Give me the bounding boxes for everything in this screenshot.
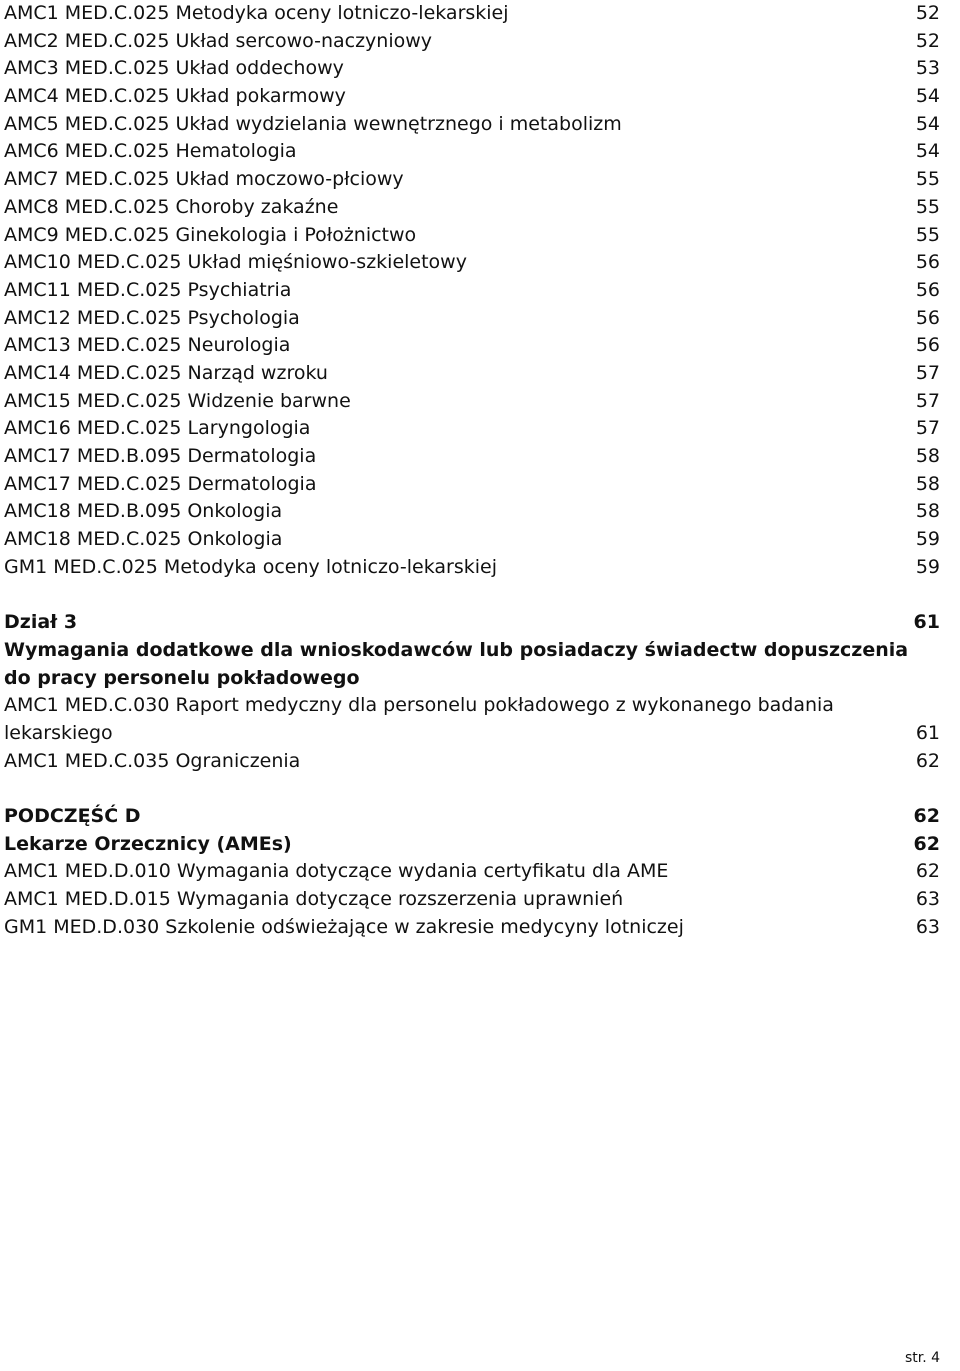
toc-entry-title: AMC5 MED.C.025 Układ wydzielania wewnętrznego i metabolizm — [4, 112, 622, 135]
toc-entry-page: 57 — [915, 389, 940, 412]
toc-entry-page: 56 — [915, 278, 940, 301]
toc-entry-page: 58 — [915, 472, 940, 495]
toc-entry[interactable] — [4, 222, 940, 250]
toc-entry-page: 54 — [915, 140, 940, 163]
toc-entry-title: AMC7 MED.C.025 Układ moczowo-płciowy — [4, 168, 404, 191]
toc-group-amc-med-d — [4, 858, 940, 941]
toc-entry-page: 62 — [913, 804, 940, 827]
toc-entry-title: AMC8 MED.C.025 Choroby zakaźne — [4, 195, 339, 218]
toc-entry[interactable] — [4, 83, 940, 111]
toc-entry[interactable] — [4, 498, 940, 526]
toc-entry[interactable] — [4, 166, 940, 194]
toc-entry[interactable] — [4, 914, 940, 942]
toc-entry-ograniczenia[interactable] — [4, 748, 940, 776]
toc-entry[interactable] — [4, 55, 940, 83]
toc-entry[interactable] — [4, 360, 940, 388]
toc-entry-dzial-3-subtitle-cont[interactable] — [4, 665, 940, 693]
toc-entry-page: 55 — [915, 195, 940, 218]
toc-entry[interactable] — [4, 28, 940, 56]
toc-entry-title: AMC6 MED.C.025 Hematologia — [4, 140, 297, 163]
toc-entry-page: 54 — [915, 112, 940, 135]
toc-entry-page: 59 — [915, 528, 940, 551]
spacer — [4, 775, 940, 803]
toc-entry-page: 58 — [915, 500, 940, 523]
toc-entry-title: AMC16 MED.C.025 Laryngologia — [4, 417, 311, 440]
toc-entry[interactable] — [4, 554, 940, 582]
toc-entry-title: AMC10 MED.C.025 Układ mięśniowo-szkieletowy — [4, 251, 467, 274]
toc-entry-page: 57 — [915, 417, 940, 440]
toc-entry-page: 63 — [915, 888, 940, 910]
toc-entry-page: 55 — [915, 223, 940, 246]
toc-entry-title: AMC2 MED.C.025 Układ sercowo-naczyniowy — [4, 29, 433, 52]
toc-entry-page: 59 — [915, 555, 940, 578]
toc-entry-raport[interactable] — [4, 692, 940, 720]
toc-entry-title: do pracy personelu pokładowego — [4, 666, 360, 689]
toc-entry-page: 55 — [915, 168, 940, 191]
toc-entry-title: Wymagania dodatkowe dla wnioskodawców lub posiadaczy świadectw dopuszczenia — [4, 638, 909, 661]
toc-entry-title: AMC12 MED.C.025 Psychologia — [4, 306, 300, 329]
toc-entry-raport-cont[interactable] — [4, 720, 940, 748]
toc-entry[interactable] — [4, 277, 940, 305]
toc-entry[interactable] — [4, 443, 940, 471]
toc-entry-title: Lekarze Orzecznicy (AMEs) — [4, 832, 292, 855]
spacer — [4, 581, 940, 609]
toc-entry[interactable] — [4, 858, 940, 886]
toc-entry-page: 53 — [915, 57, 940, 80]
toc-entry-page: 62 — [915, 860, 940, 883]
toc-entry[interactable] — [4, 194, 940, 222]
toc-entry-page: 56 — [915, 306, 940, 329]
toc-entry-page: 54 — [915, 85, 940, 108]
toc-entry[interactable] — [4, 138, 940, 166]
toc-entry-title: GM1 MED.D.030 Szkolenie odświeżające w zakresie medycyny lotniczej — [4, 915, 684, 938]
toc-entry-title: AMC18 MED.C.025 Onkologia — [4, 528, 283, 551]
toc-entry-page: 52 — [915, 29, 940, 52]
toc-entry-title: AMC1 MED.D.015 Wymagania dotyczące rozszerzenia uprawnień — [4, 888, 624, 910]
toc-entry[interactable] — [4, 886, 940, 914]
toc-entry-lekarze[interactable] — [4, 831, 940, 859]
toc-entry-page: 62 — [913, 832, 940, 855]
toc-entry-page: 57 — [915, 361, 940, 384]
toc-entry[interactable] — [4, 332, 940, 360]
toc-entry-title: AMC1 MED.C.030 Raport medyczny dla personelu pokładowego z wykonanego badania — [4, 694, 834, 717]
toc-entry-title: PODCZĘŚĆ D — [4, 804, 141, 827]
toc-entry[interactable] — [4, 471, 940, 499]
toc-entry-title: AMC14 MED.C.025 Narząd wzroku — [4, 361, 328, 384]
toc-entry-title: AMC11 MED.C.025 Psychiatria — [4, 278, 292, 301]
toc-entry[interactable] — [4, 526, 940, 554]
toc-entry-title: lekarskiego — [4, 721, 113, 744]
toc-entry-page: 56 — [915, 334, 940, 357]
toc-entry-title: AMC3 MED.C.025 Układ oddechowy — [4, 57, 344, 80]
toc-entry[interactable] — [4, 111, 940, 139]
toc-entry-page: 61 — [913, 611, 940, 634]
toc-entry-title: AMC18 MED.B.095 Onkologia — [4, 500, 283, 523]
toc-entry-page: 63 — [915, 915, 940, 938]
toc-entry-title: Dział 3 — [4, 611, 78, 634]
toc-entry-dzial-3[interactable] — [4, 609, 940, 637]
toc-entry-title: GM1 MED.C.025 Metodyka oceny lotniczo-lekarskiej — [4, 555, 497, 578]
toc-entry-page: 61 — [915, 721, 940, 744]
toc-entry-page: 62 — [915, 749, 940, 772]
toc-page — [4, 0, 940, 941]
toc-entry-title: AMC4 MED.C.025 Układ pokarmowy — [4, 85, 346, 108]
toc-entry-title: AMC1 MED.C.035 Ograniczenia — [4, 749, 301, 772]
toc-entry[interactable] — [4, 415, 940, 443]
toc-entry[interactable] — [4, 388, 940, 416]
toc-entry[interactable] — [4, 249, 940, 277]
toc-entry-title: AMC9 MED.C.025 Ginekologia i Położnictwo — [4, 223, 417, 246]
toc-entry-page: 58 — [915, 445, 940, 467]
toc-entry-dzial-3-subtitle[interactable] — [4, 637, 940, 665]
toc-entry-title: AMC17 MED.C.025 Dermatologia — [4, 472, 317, 495]
toc-entry[interactable] — [4, 0, 940, 28]
toc-group-amc-med-c — [4, 0, 940, 581]
toc-entry-title: AMC1 MED.D.010 Wymagania dotyczące wydania certyfikatu dla AME — [4, 860, 669, 883]
toc-entry-title: AMC15 MED.C.025 Widzenie barwne — [4, 389, 351, 412]
toc-entry[interactable] — [4, 305, 940, 333]
page-number: str. 4 — [904, 1350, 940, 1366]
toc-entry-title: AMC17 MED.B.095 Dermatologia — [4, 445, 317, 467]
toc-entry-podczesc-d[interactable] — [4, 803, 940, 831]
toc-entry-page: 56 — [915, 251, 940, 274]
toc-entry-title: AMC13 MED.C.025 Neurologia — [4, 334, 291, 357]
toc-entry-page: 52 — [915, 2, 940, 24]
toc-entry-title: AMC1 MED.C.025 Metodyka oceny lotniczo-lekarskiej — [4, 2, 509, 24]
